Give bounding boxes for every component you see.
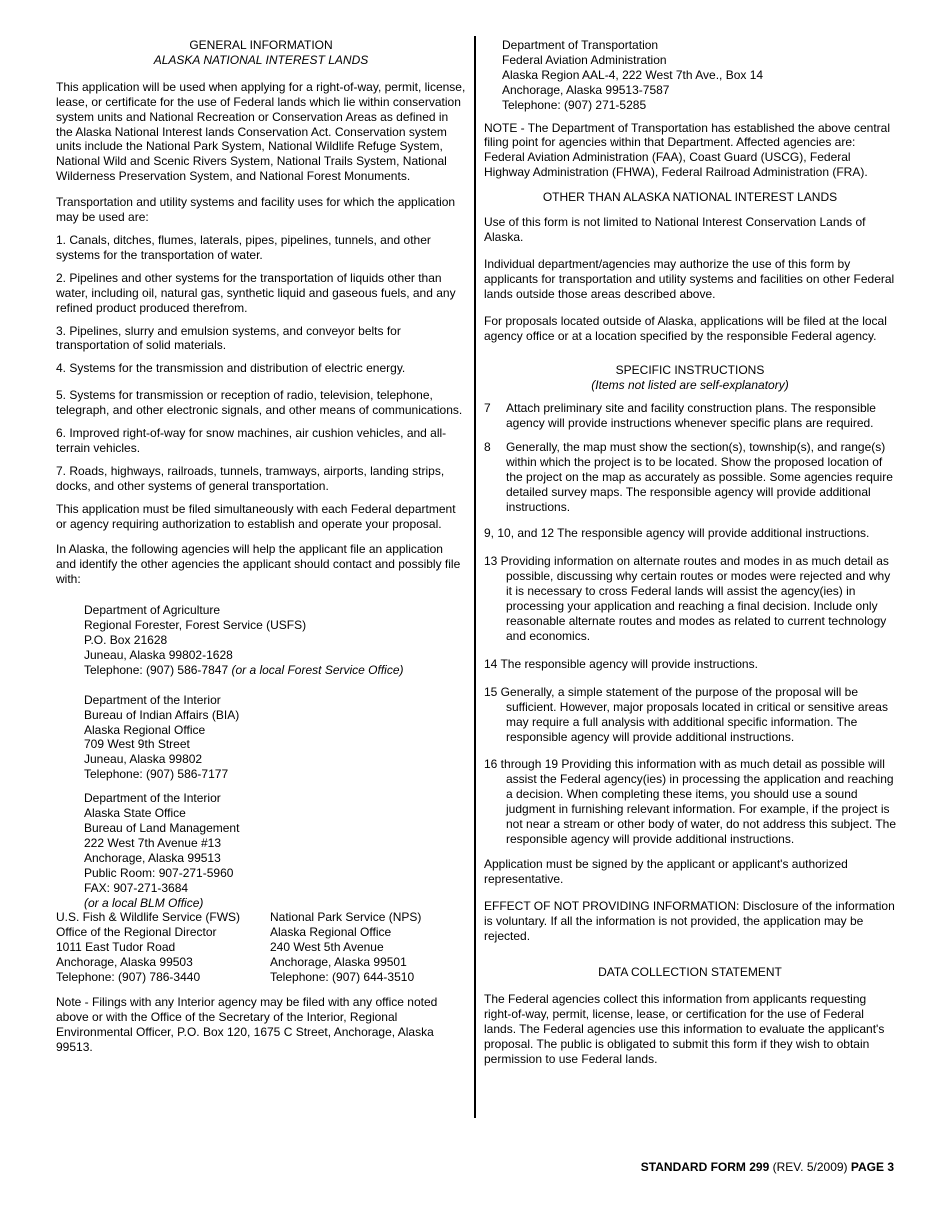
agriculture-address: Department of Agriculture Regional Forester, Forest Service (USFS) P.O. Box 21628 Juneau, Alaska 99802-1628 Telephone: (907) 586-7847 (or a local Forest Service Office)	[84, 603, 404, 677]
list-item: 1. Canals, ditches, flumes, laterals, pipes, pipelines, tunnels, and other systems for the transportation of water.	[56, 232, 431, 262]
list-item: 2. Pipelines and other systems for the transportation of liquids other than water, including oil, natural gas, synthetic liquid and gaseous fuels, and any refined product produced therefrom.	[56, 270, 456, 315]
alaska-agencies-paragraph: In Alaska, the following agencies will help the applicant file an application and identify the other agencies the applicant should contact and possibly file with:	[56, 542, 461, 587]
form-footer	[641, 1160, 894, 1175]
bia-address: Department of the Interior Bureau of Indian Affairs (BIA) Alaska Regional Office 709 West 9th Street Juneau, Alaska 99802 Telephone: (907) 586-7177	[84, 692, 240, 782]
instruction-15: 15 Generally, a simple statement of the purpose of the proposal will be sufficient. However, major proposals located in critical or sensitive areas may require a full analysis with additional specific information. The responsible agency will provide additional instructions.	[484, 684, 888, 744]
dot-address: Department of Transportation Federal Aviation Administration Alaska Region AAL-4, 222 West 7th Ave., Box 14 Anchorage, Alaska 99513-7587 Telephone: (907) 271-5285	[502, 38, 764, 112]
data-collection-paragraph: The Federal agencies collect this information from applicants requesting right-of-way, permit, license, lease, or certification for the use of Federal lands. The Federal agencies use this information to evaluate the applicant's proposal. The public is obligated to submit this form if they wish to obtain permission to use Federal lands.	[484, 992, 885, 1066]
right-column	[484, 38, 896, 1067]
specific-instructions-subheading: (Items not listed are self-explanatory)	[591, 378, 789, 393]
effect-paragraph: EFFECT OF NOT PROVIDING INFORMATION: Disclosure of the information is voluntary. If all the information is not provided, the application may be rejected.	[484, 898, 895, 943]
general-info-heading: GENERAL INFORMATION	[189, 38, 333, 52]
list-item: 5. Systems for transmission or reception of radio, television, telephone, telegraph, and other electronic signals, and other means of communications.	[56, 388, 463, 418]
form-number: STANDARD FORM 299	[640, 1160, 770, 1174]
other-paragraph-1: Use of this form is not limited to National Interest Conservation Lands of Alaska.	[484, 215, 866, 244]
list-item: 6. Improved right-of-way for snow machines, air cushion vehicles, and all-terrain vehicles.	[56, 426, 447, 455]
filing-paragraph: This application must be filed simultaneously with each Federal department or agency requiring authorization to establish and operate your proposal.	[56, 501, 456, 531]
intro-paragraph: This application will be used when applying for a right-of-way, permit, license, lease, or certificate for the use of Federal lands which lie within conservation system units and National Recreation or Conservation Areas as defined in the Alaska National Interest lands Conservation Act. Conservation system units include the National Park System, National Wildlife Refuge System, National Wild and Scenic Rivers System, National Trails System, National Wilderness Preservation System, and National Forest Monuments.	[56, 79, 466, 184]
list-item: 4. Systems for the transmission and distribution of electric energy.	[56, 361, 406, 376]
blm-address: Department of the Interior Alaska State Office Bureau of Land Management 222 West 7th Avenue #13 Anchorage, Alaska 99513 Public Room: 907-271-5960 FAX: 907-271-3684 (or a local BLM Office)	[84, 791, 240, 910]
dot-note: NOTE - The Department of Transportation has established the above central filing point for agencies within that Department. Affected agencies are: Federal Aviation Administration (FAA), Coast Guard (USCG), Federal Highway Administration (FHWA), Federal Railroad Administration (FRA).	[484, 120, 890, 180]
list-item: 7. Roads, highways, railroads, tunnels, tramways, airports, landing strips, docks, and other systems of general transportation.	[56, 463, 445, 493]
instruction-16-19: 16 through 19 Providing this information with as much detail as possible will assist the Federal agency(ies) in processing the application and reaching a decision. When completing these items, you should use a sound judgment in furnishing relevant information. For example, if the project is not near a stream or other body of water, do not address this subject. The responsible agency will provide additional instructions.	[484, 757, 896, 846]
transport-intro: Transportation and utility systems and facility uses for which the application may be used are:	[56, 195, 456, 225]
form-revision: (REV. 5/2009)	[769, 1160, 851, 1174]
fws-nps-addresses	[56, 910, 466, 985]
instruction-14: 14 The responsible agency will provide instructions.	[484, 656, 758, 671]
list-item: 3. Pipelines, slurry and emulsion systems, and conveyor belts for transportation of solid materials.	[56, 323, 401, 353]
anil-subheading: ALASKA NATIONAL INTEREST LANDS	[153, 52, 369, 67]
interior-note: Note - Filings with any Interior agency may be filed with any office noted above or with the Office of the Secretary of the Interior, Regional Environmental Officer, P.O. Box 120, 1675 C Street, Anchorage, Alaska 99513.	[56, 994, 438, 1054]
fws-address: U.S. Fish & Wildlife Service (FWS) Office of the Regional Director 1011 East Tudor Road Anchorage, Alaska 99503 Telephone: (907) 786-3440	[56, 910, 241, 985]
left-column	[56, 38, 466, 1055]
other-paragraph-3: For proposals located outside of Alaska, applications will be filed at the local agency office or at a location specified by the responsible Federal agency.	[484, 313, 887, 343]
other-paragraph-2: Individual department/agencies may authorize the use of this form by applicants for transportation and utility systems and facilities on other Federal lands outside those areas described above.	[484, 256, 895, 301]
signature-paragraph: Application must be signed by the applicant or applicant's authorized representative.	[484, 856, 848, 886]
other-lands-heading: OTHER THAN ALASKA NATIONAL INTEREST LANDS	[542, 190, 838, 205]
instruction-8: 8 Generally, the map must show the section(s), township(s), and range(s) within which the project is to be located. Show the proposed location of the project on the map as accurately as possible. Some agencies require detailed survey maps. The responsible agency will provide additional instructions.	[484, 440, 893, 514]
column-divider	[474, 36, 476, 1118]
nps-address: National Park Service (NPS) Alaska Regional Office 240 West 5th Avenue Anchorage, Alaska 99501 Telephone: (907) 644-3510	[270, 910, 422, 985]
instruction-13: 13 Providing information on alternate routes and modes in as much detail as possible, discussing why certain routes or modes were rejected and why it is necessary to cross Federal lands will assist the agency(ies) in processing your application and reaching a final decision. Include only reasonable alternate routes and modes as related to current technology and economics.	[484, 554, 891, 643]
instruction-9-10-12: 9, 10, and 12 The responsible agency will provide additional instructions.	[484, 525, 870, 540]
page-number: PAGE 3	[850, 1160, 894, 1174]
data-collection-heading: DATA COLLECTION STATEMENT	[598, 965, 782, 980]
specific-instructions-heading: SPECIFIC INSTRUCTIONS	[615, 363, 765, 378]
instruction-7: 7 Attach preliminary site and facility construction plans. The responsible agency will provide instructions whenever specific plans are required.	[484, 401, 876, 431]
